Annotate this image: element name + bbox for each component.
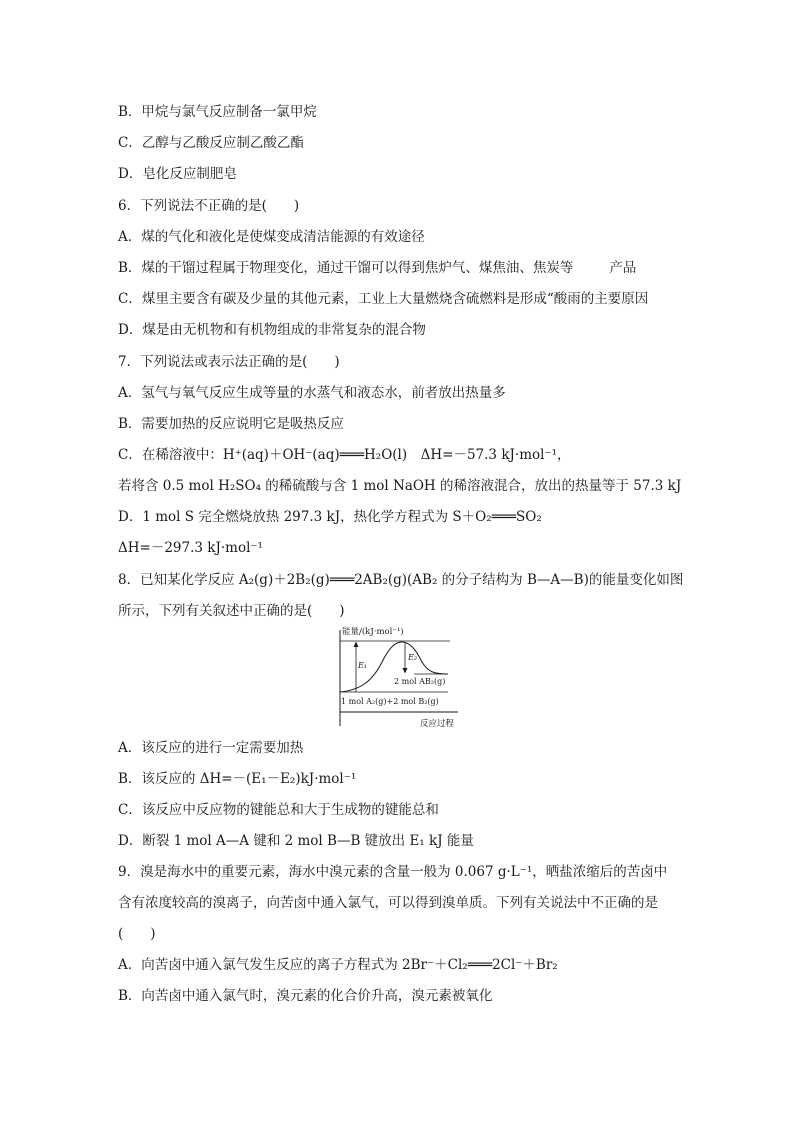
option-6b-suffix: 产品: [609, 260, 637, 276]
option-5d: D．皂化反应制肥皂: [118, 166, 237, 182]
product-label: 2 mol AB₂(g): [394, 677, 446, 686]
question-9-answer-blank: ( ): [118, 926, 156, 942]
option-9a: A．向苦卤中通入氯气发生反应的离子方程式为 2Br⁻＋Cl₂═══2Cl⁻＋Br₂: [118, 957, 558, 973]
option-8d: D．断裂 1 mol A—A 键和 2 mol B—B 键放出 E₁ kJ 能量: [118, 833, 474, 849]
y-axis-label: 能量/(kJ·mol⁻¹): [342, 627, 404, 637]
e2-arrowhead: [403, 668, 408, 674]
question-8-stem-continued: 所示，下列有关叙述中正确的是( ): [118, 603, 345, 619]
option-8a: A．该反应的进行一定需要加热: [118, 740, 304, 756]
option-7d-continued: ΔH=－297.3 kJ·mol⁻¹: [118, 540, 263, 556]
question-6-stem: 6．下列说法不正确的是( ): [118, 198, 300, 214]
question-9-stem-continued: 含有浓度较高的溴离子，向苦卤中通入氯气，可以得到溴单质。下列有关说法中不正确的是: [118, 895, 658, 911]
option-6b: [118, 258, 678, 278]
option-5c: C．乙醇与乙酸反应制乙酸乙酯: [118, 135, 304, 151]
option-6d: D．煤是由无机物和有机物组成的非常复杂的混合物: [118, 322, 426, 338]
option-7d: D．1 mol S 完全燃烧放热 297.3 kJ，热化学方程式为 S＋O₂═══SO₂: [118, 509, 542, 525]
option-6b-text: B．煤的干馏过程属于物理变化，通过干馏可以得到焦炉气、煤焦油、焦炭等: [118, 260, 574, 276]
option-6c: C．煤里主要含有碳及少量的其他元素，工业上大量燃烧含硫燃料是形成“酸雨的主要原因: [118, 291, 649, 307]
option-8b: B．该反应的 ΔH=－(E₁－E₂)kJ·mol⁻¹: [118, 771, 357, 787]
option-5b: B．甲烷与氯气反应制备一氯甲烷: [118, 104, 317, 120]
option-8c: C．该反应中反应物的键能总和大于生成物的键能总和: [118, 802, 439, 818]
option-9b: B．向苦卤中通入氯气时，溴元素的化合价升高，溴元素被氧化: [118, 988, 493, 1004]
e1-arrowhead: [354, 642, 359, 648]
option-7a: A．氢气与氧气反应生成等量的水蒸气和液态水，前者放出热量多: [118, 385, 506, 401]
question-8-stem: 8．已知某化学反应 A₂(g)＋2B₂(g)═══2AB₂(g)(AB₂ 的分子结构为 B—A—B)的能量变化如图: [118, 572, 684, 588]
e1-label: E₁: [358, 661, 368, 670]
option-6a: A．煤的气化和液化是使煤变成清洁能源的有效途径: [118, 229, 425, 245]
option-7b: B．需要加热的反应说明它是吸热反应: [118, 416, 344, 432]
reactant-label: 1 mol A₂(g)+2 mol B₂(g): [341, 697, 439, 706]
x-axis-label: 反应过程: [420, 719, 455, 729]
option-7c-continued: 若将含 0.5 mol H₂SO₄ 的稀硫酸与含 1 mol NaOH 的稀溶液混合，放出的热量等于 57.3 kJ: [118, 478, 682, 494]
option-7c: C．在稀溶液中：H⁺(aq)＋OH⁻(aq)═══H₂O(l) ΔH=－57.3 kJ·mol⁻¹，: [118, 447, 571, 463]
question-7-stem: 7．下列说法或表示法正确的是( ): [118, 354, 340, 370]
question-9-stem: 9．溴是海水中的重要元素，海水中溴元素的含量一般为 0.067 g·L⁻¹，晒盐浓缩后的苦卤中: [118, 864, 668, 880]
energy-diagram: [330, 622, 470, 732]
e2-label: E₂: [408, 653, 418, 662]
